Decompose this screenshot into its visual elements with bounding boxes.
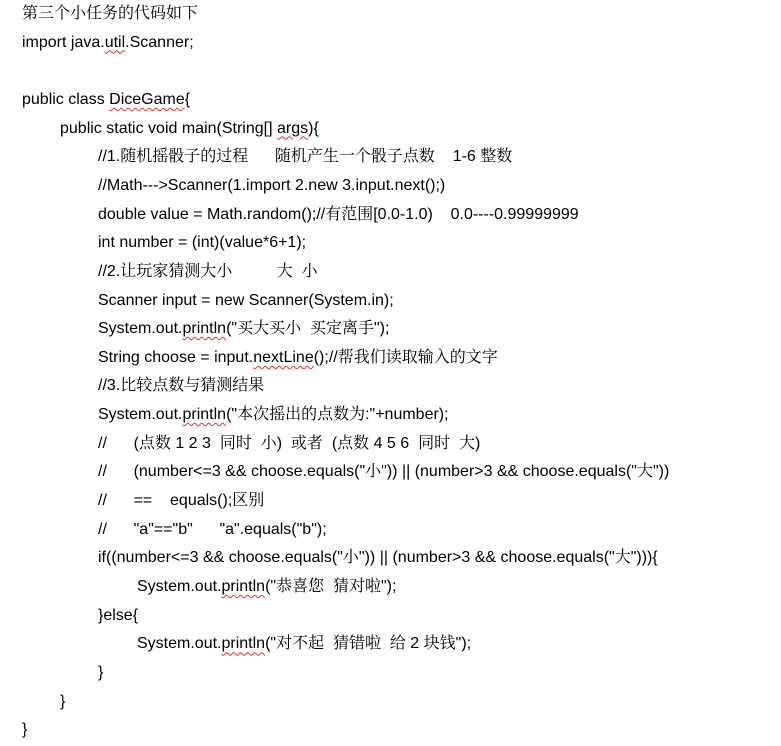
text-line [98, 319, 389, 339]
text-run: ();//帮我们读取输入的文字 [313, 348, 498, 366]
text-run: } [22, 721, 28, 739]
text-run: .Scanner; [125, 33, 194, 51]
text-run: }else{ [98, 606, 139, 624]
text-run: //3.比较点数与猜测结果 [98, 377, 265, 395]
text-line [98, 434, 480, 454]
text-run: System.out. [137, 635, 222, 653]
text-run: double value = Math.random();//有范围[0.0-1.0) 0.0----0.99999999 [98, 205, 579, 223]
spellcheck-word: DiceGame [109, 90, 185, 108]
spellcheck-word: println [221, 635, 266, 653]
text-line [98, 176, 445, 196]
text-run: ("买大买小 买定离手"); [226, 320, 390, 338]
spellcheck-word: nextLine [253, 348, 314, 366]
text-line [137, 577, 396, 597]
spellcheck-word: println [182, 406, 227, 424]
text-run: if((number<=3 && choose.equals("小")) || (number>3 && choose.equals("大"))){ [98, 549, 658, 567]
spellcheck-word: util [104, 33, 126, 51]
text-line [137, 634, 471, 654]
text-line [98, 491, 264, 511]
text-run: Scanner input = new Scanner(System.in); [98, 291, 394, 309]
text-line [98, 376, 264, 396]
text-line [22, 90, 190, 110]
text-run: //2.让玩家猜测大小 大 小 [98, 262, 318, 280]
text-run: String choose = input. [98, 348, 254, 366]
text-run: public class [22, 90, 110, 108]
text-run: 第三个小任务的代码如下 [22, 5, 199, 22]
text-line [22, 33, 194, 53]
text-run: } [60, 692, 66, 710]
text-line [22, 4, 198, 24]
text-run: //1.随机摇骰子的过程 随机产生一个骰子点数 1-6 整数 [98, 148, 513, 166]
text-run: import java. [22, 33, 105, 51]
text-line [98, 291, 394, 311]
text-run: { [184, 90, 191, 108]
text-run: // (number<=3 && choose.equals("小")) || (number>3 && choose.equals("大")) [98, 463, 670, 481]
text-line [98, 262, 318, 282]
text-line [60, 119, 319, 139]
text-run: ("对不起 猜错啦 给 2 块钱"); [265, 635, 472, 653]
text-run: public static void main(String[] [60, 119, 277, 137]
spellcheck-word: println [182, 320, 227, 338]
text-run: ){ [308, 119, 319, 137]
text-run: System.out. [98, 406, 183, 424]
text-run: int number = (int)(value*6+1); [98, 234, 307, 252]
text-run: // == equals();区别 [98, 492, 265, 509]
text-line [98, 663, 103, 683]
text-line [98, 548, 658, 568]
text-run: ("本次摇出的点数为:"+number); [226, 406, 449, 424]
text-line [22, 720, 27, 740]
text-line [98, 405, 449, 425]
text-run: ("恭喜您 猜对啦"); [265, 578, 397, 595]
text-line [60, 692, 65, 712]
text-line [98, 147, 512, 167]
text-line [98, 348, 498, 368]
text-run: System.out. [137, 578, 222, 595]
text-line [98, 233, 306, 253]
text-run: } [98, 663, 104, 681]
spellcheck-word: args [276, 119, 309, 137]
text-run: System.out. [98, 320, 183, 338]
text-run: // (点数 1 2 3 同时 小) 或者 (点数 4 5 6 同时 大) [98, 434, 481, 452]
text-line [98, 606, 138, 626]
text-run: //Math--->Scanner(1.import 2.new 3.input.next();) [98, 176, 446, 194]
text-line [98, 520, 327, 540]
text-line [98, 205, 579, 225]
spellcheck-word: println [221, 578, 266, 595]
text-run: // "a"=="b" "a".equals("b"); [98, 520, 327, 538]
text-line [98, 462, 669, 482]
